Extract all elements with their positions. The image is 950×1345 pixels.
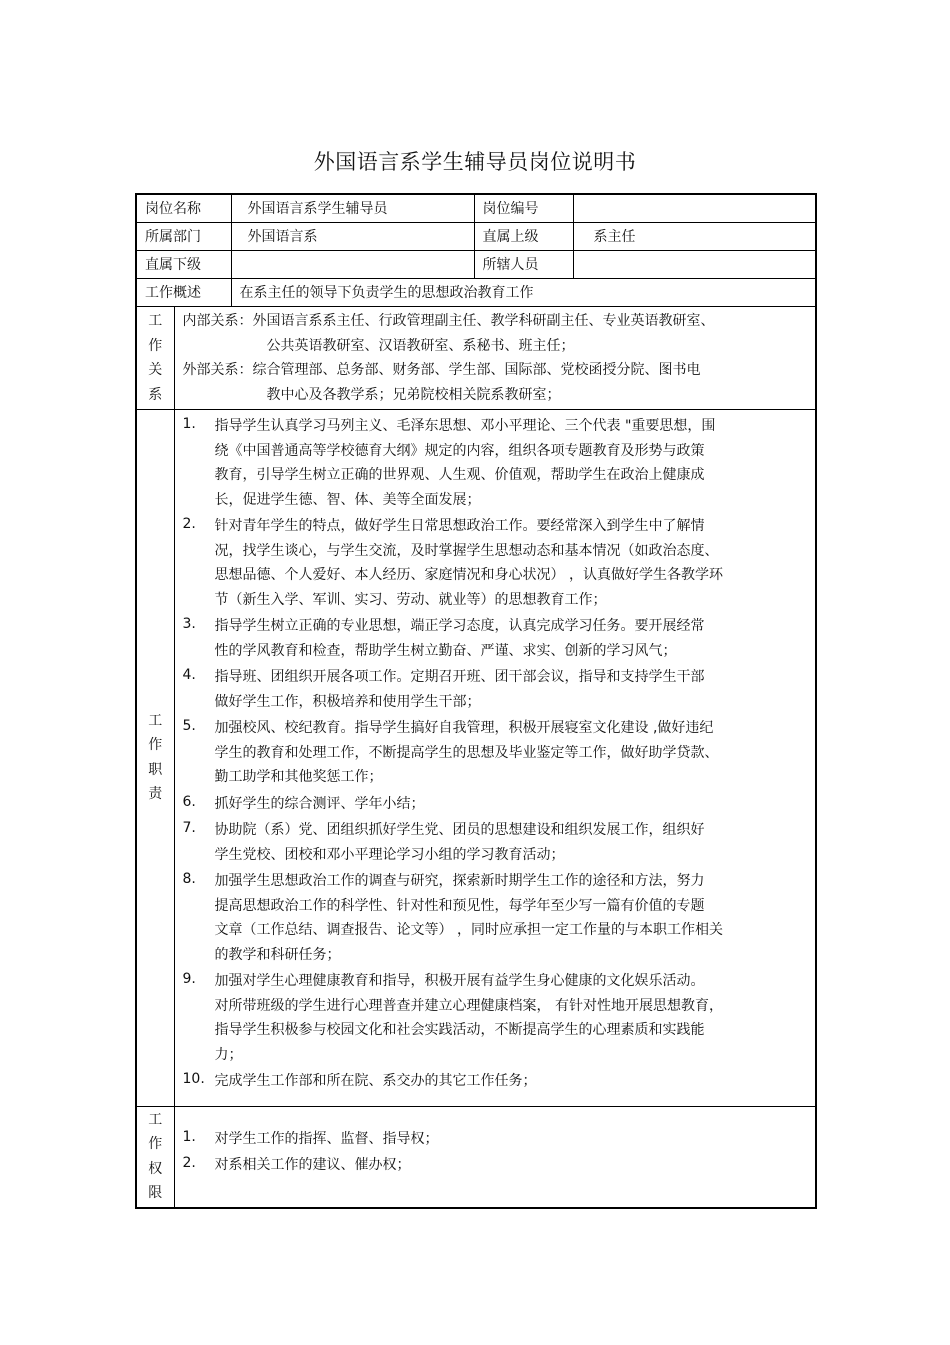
duty-item xyxy=(183,869,810,967)
duty-item xyxy=(183,514,810,612)
duty-item-text: 针对青年学生的特点，做好学生日常思想政治工作。要经常深入到学生中了解情 xyxy=(214,518,705,534)
duty-item-text: 的教学和科研任务； xyxy=(214,946,341,963)
duty-item-text: 教育，引导学生树立正确的世界观、人生观、价值观，帮助学生在政治上健康成 xyxy=(214,467,705,483)
row-subordinate xyxy=(136,251,816,279)
duty-item-text: 长，促进学生德、智、体、美等全面发展； xyxy=(214,491,481,508)
page-title: 外国语言系学生辅导员岗位说明书 xyxy=(313,150,637,174)
subordinate-label: 直属下级 xyxy=(136,251,231,279)
row-post-name xyxy=(136,194,816,223)
post-no-value xyxy=(573,194,816,223)
duty-item-number: 10. xyxy=(182,1071,205,1087)
duty-item-text: 指导学生认真学习马列主义、毛泽东思想、邓小平理论、三个代表 "重要思想，围 xyxy=(214,418,716,434)
duty-item-number: 9. xyxy=(182,971,196,987)
summary-value: 在系主任的领导下负责学生的思想政治教育工作 xyxy=(231,279,816,307)
internal-relations-cont: 公共英语教研室、汉语教研室、系秘书、班主任； xyxy=(266,337,575,354)
duty-item-text: 学生的教育和处理工作，不断提高学生的思想及毕业鉴定等工作，做好助学贷款、 xyxy=(214,744,719,761)
duty-item-text: 学生党校、团校和邓小平理论学习小组的学习教育活动； xyxy=(214,846,565,863)
duty-item xyxy=(183,716,810,790)
duty-item-number: 3. xyxy=(182,616,196,632)
authority-label: 工 作 权 限 xyxy=(136,1106,174,1208)
duty-item-text: 性的学风教育和检查，帮助学生树立勤奋、严谨、求实、创新的学习风气； xyxy=(214,642,677,659)
external-relations: 外部关系：综合管理部、总务部、财务部、学生部、国际部、党校函授分院、图书电 xyxy=(182,362,701,378)
post-no-label: 岗位编号 xyxy=(474,194,573,223)
duty-item-text: 节（新生入学、军训、实习、劳动、就业等）的思想教育工作； xyxy=(214,591,607,608)
duty-item xyxy=(183,414,810,512)
dept-label: 所属部门 xyxy=(136,223,231,251)
duty-item-number: 6. xyxy=(182,793,196,810)
duty-item-text: 协助院（系）党、团组织抓好学生党、团员的思想建设和组织发展工作，组织好 xyxy=(214,822,705,838)
duties-label: 工 作 职 责 xyxy=(136,410,174,1107)
duty-item-number: 8. xyxy=(182,871,196,887)
duty-item-text: 加强学生思想政治工作的调查与研究，探索新时期学生工作的途径和方法，努力 xyxy=(214,873,705,889)
relations-content xyxy=(174,307,816,410)
duty-item-text: 指导学生积极参与校园文化和社会实践活动，不断提高学生的心理素质和实践能 xyxy=(214,1022,705,1038)
duty-item xyxy=(183,969,810,1067)
duty-item-text: 思想品德、个人爱好、本人经历、家庭情况和身心状况） ，认真做好学生各教学环 xyxy=(214,567,723,583)
duty-item-text: 提高思想政治工作的科学性、针对性和预见性，每学年至少写一篇有价值的专题 xyxy=(214,897,705,914)
duty-item-text: 指导班、团组织开展各项工作。定期召开班、团干部会议，指导和支持学生干部 xyxy=(214,669,705,685)
duty-item-text: 力； xyxy=(214,1046,243,1063)
row-department xyxy=(136,223,816,251)
relations-label: 工 作 关 系 xyxy=(136,307,174,410)
external-relations-cont: 教中心及各教学系；兄弟院校相关院系教研室； xyxy=(266,386,561,403)
authority-item-number: 1. xyxy=(182,1128,196,1145)
duty-item-text: 绕《中国普通高等学校德育大纲》规定的内容，组织各项专题教育及形势与政策 xyxy=(214,442,705,459)
duty-item-number: 2. xyxy=(182,516,196,532)
authority-item-text: 对学生工作的指挥、监督、指导权； xyxy=(214,1130,439,1147)
duty-item-number: 5. xyxy=(182,718,196,734)
duty-item xyxy=(183,818,810,867)
internal-relations: 内部关系：外国语言系系主任、行政管理副主任、教学科研副主任、专业英语教研室、 xyxy=(182,313,715,329)
authority-item xyxy=(183,1153,810,1178)
row-duties xyxy=(136,410,816,1107)
post-name-label: 岗位名称 xyxy=(136,194,231,223)
duty-item xyxy=(183,1069,810,1094)
duty-item xyxy=(183,614,810,663)
duty-item-text: 完成学生工作部和所在院、系交办的其它工作任务； xyxy=(214,1073,537,1089)
duty-item-text: 指导学生树立正确的专业思想，端正学习态度，认真完成学习任务。要开展经常 xyxy=(214,618,705,634)
duty-item-text: 做好学生工作，积极培养和使用学生干部； xyxy=(214,693,481,710)
duty-item-text: 抓好学生的综合测评、学年小结； xyxy=(214,795,425,812)
duty-item-text: 文章（工作总结、调查报告、论文等） ，同时应承担一定工作量的与本职工作相关 xyxy=(214,922,723,938)
authority-item-text: 对系相关工作的建议、催办权； xyxy=(214,1157,411,1173)
job-description-table xyxy=(135,193,817,1209)
row-summary xyxy=(136,279,816,307)
row-relations xyxy=(136,307,816,410)
authority-item-number: 2. xyxy=(182,1155,196,1171)
duty-item-text: 对所带班级的学生进行心理普查并建立心理健康档案， 有针对性地开展思想教育， xyxy=(214,997,723,1014)
superior-value: 系主任 xyxy=(573,223,816,251)
duty-item-text: 况，找学生谈心，与学生交流，及时掌握学生思想动态和基本情况（如政治态度、 xyxy=(214,542,719,559)
subordinate-value xyxy=(231,251,474,279)
jurisdiction-value xyxy=(573,251,816,279)
row-authority xyxy=(136,1106,816,1208)
duty-item xyxy=(183,792,810,817)
duty-item-text: 加强校风、校纪教育。指导学生搞好自我管理，积极开展寝室文化建设 ,做好违纪 xyxy=(214,720,714,736)
duty-item-number: 1. xyxy=(182,416,196,432)
duty-item-number: 7. xyxy=(182,820,196,836)
duty-item-text: 勤工助学和其他奖惩工作； xyxy=(214,769,383,785)
duty-item-number: 4. xyxy=(182,667,196,683)
post-name-value: 外国语言系学生辅导员 xyxy=(231,194,474,223)
duty-item-text: 加强对学生心理健康教育和指导，积极开展有益学生身心健康的文化娱乐活动。 xyxy=(214,973,705,989)
duties-list xyxy=(174,410,816,1107)
authority-item xyxy=(183,1127,810,1152)
jurisdiction-label: 所辖人员 xyxy=(474,251,573,279)
duty-item xyxy=(183,665,810,714)
dept-value: 外国语言系 xyxy=(231,223,474,251)
superior-label: 直属上级 xyxy=(474,223,573,251)
summary-label: 工作概述 xyxy=(136,279,231,307)
authority-list xyxy=(174,1106,816,1208)
